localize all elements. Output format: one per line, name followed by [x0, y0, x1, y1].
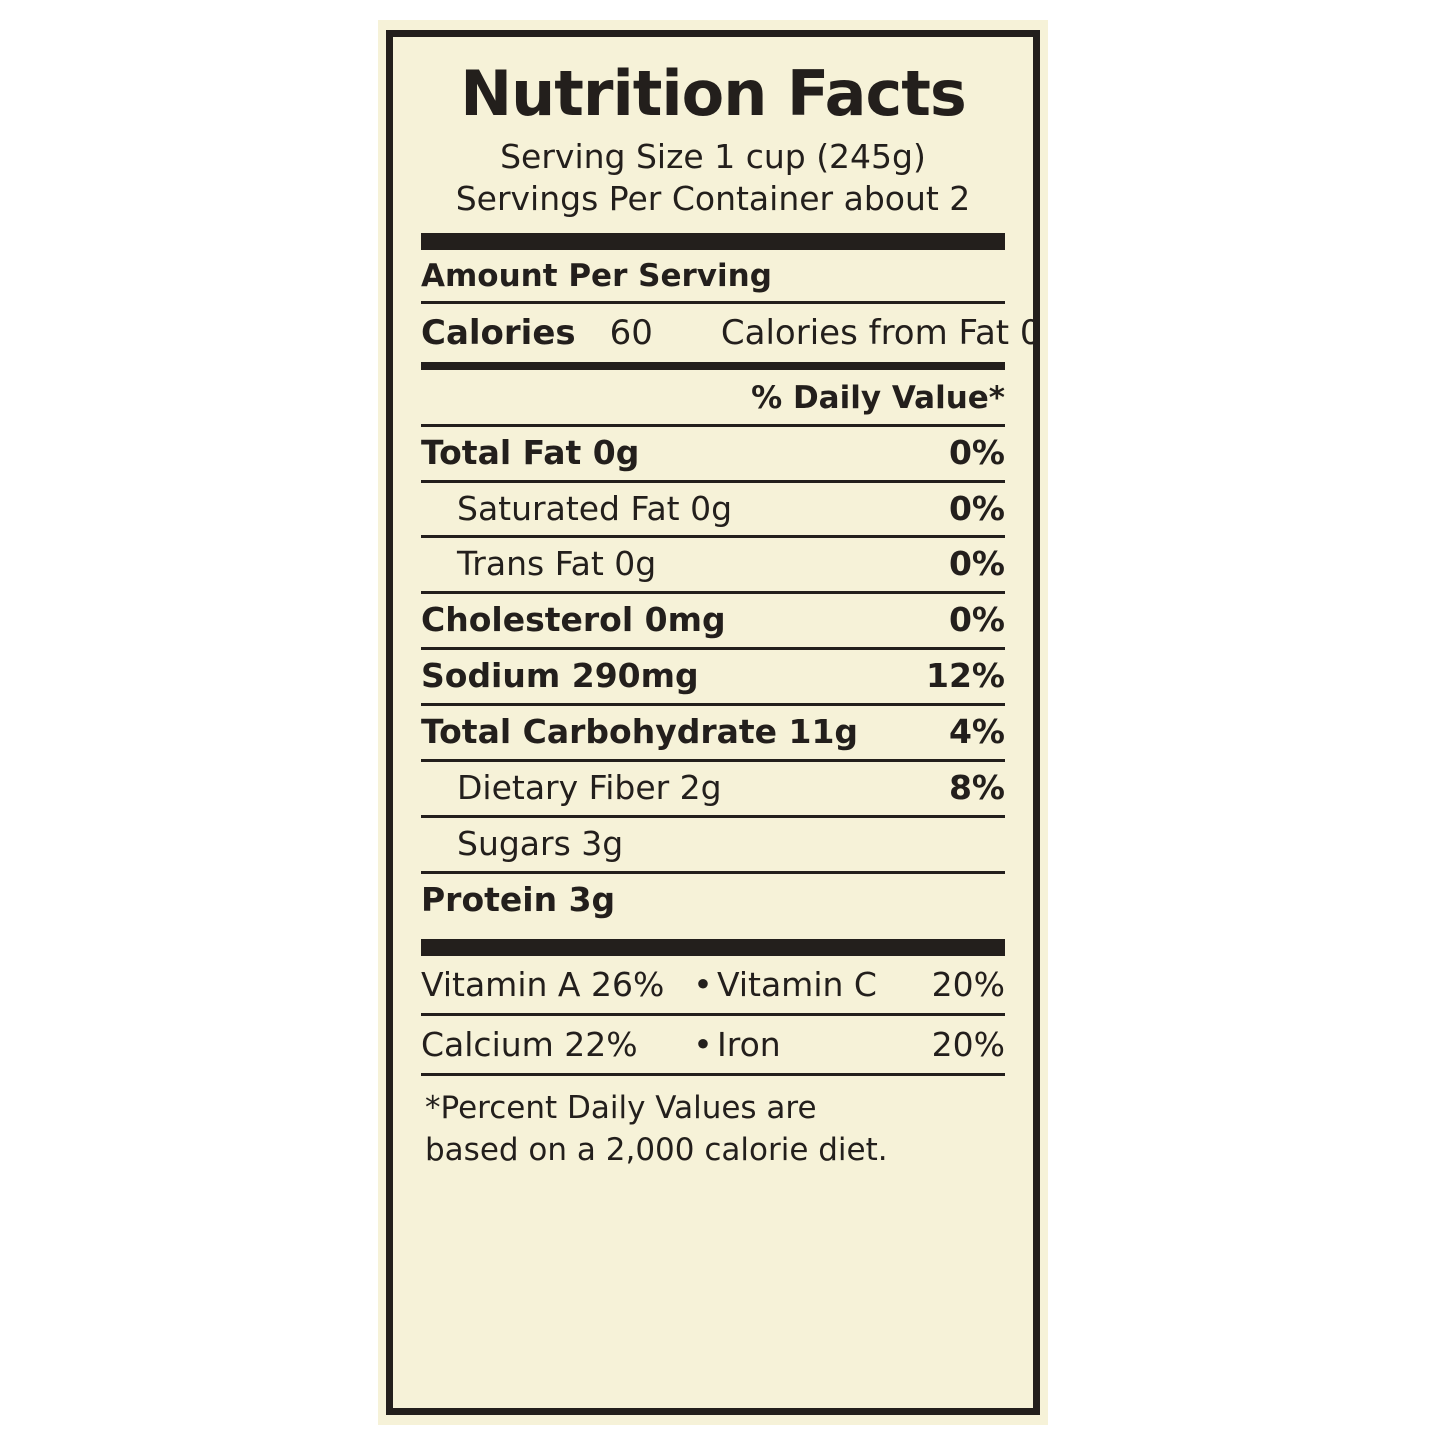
- nutrient-name: Trans Fat 0g: [457, 544, 657, 584]
- nutrition-facts-label: [386, 30, 1040, 1415]
- nutrient-name: Protein 3g: [421, 880, 616, 920]
- nutrient-name: Saturated Fat 0g: [457, 488, 733, 528]
- nutrient-dv: 8%: [948, 768, 1005, 808]
- divider-thick-bottom: [421, 939, 1005, 956]
- nutrient-dv: 0%: [948, 544, 1005, 584]
- calories-from-fat: Calories from Fat 0: [720, 312, 1042, 353]
- nutrient-row-saturated-fat: [421, 483, 1005, 536]
- nutrient-name: Total Fat 0g: [421, 432, 640, 472]
- nutrient-name: Sugars 3g: [457, 824, 624, 864]
- footnote-line-1: *Percent Daily Values are: [425, 1090, 817, 1126]
- vitamin-c-label: Vitamin C: [717, 965, 877, 1004]
- iron-label: Iron: [717, 1025, 781, 1064]
- nutrient-row-trans-fat: [421, 538, 1005, 591]
- servings-per-container-text: Servings Per Container about 2: [455, 179, 971, 219]
- serving-size-text: Serving Size 1 cup (245g): [500, 137, 926, 177]
- divider-thick-top: [421, 233, 1005, 250]
- nutrient-dv: 12%: [926, 656, 1005, 696]
- calories-row: [421, 304, 1042, 362]
- bullet-separator-icon: •: [693, 965, 713, 1004]
- nutrient-dv: 4%: [948, 712, 1005, 752]
- page-title: Nutrition Facts: [460, 57, 966, 130]
- nutrient-dv: 0%: [948, 488, 1005, 528]
- nutrient-row-total-carbohydrate: [421, 706, 1005, 759]
- nutrient-row-cholesterol: [421, 594, 1005, 647]
- nutrient-dv: 0%: [948, 432, 1005, 472]
- vitamin-c-value: 20%: [931, 965, 1005, 1004]
- amount-per-serving-heading: Amount Per Serving: [421, 257, 772, 294]
- calories-label: Calories: [421, 312, 576, 353]
- vitamin-row-calcium-iron: [421, 1016, 1005, 1073]
- iron-value: 20%: [931, 1025, 1005, 1064]
- nutrient-name: Dietary Fiber 2g: [457, 768, 722, 808]
- vitamin-a-value: Vitamin A 26%: [421, 965, 665, 1004]
- nutrient-row-sodium: [421, 650, 1005, 703]
- nutrient-name: Total Carbohydrate 11g: [421, 712, 859, 752]
- nutrient-name: Cholesterol 0mg: [421, 600, 726, 640]
- bullet-separator-icon: •: [693, 1025, 713, 1064]
- divider-medium-1: [421, 362, 1005, 370]
- vitamin-row-a-c: [421, 956, 1005, 1013]
- nutrient-dv: 0%: [948, 600, 1005, 640]
- nutrient-row-protein: [421, 874, 1005, 927]
- nutrient-row-dietary-fiber: [421, 762, 1005, 815]
- nutrient-row-sugars: [421, 818, 1005, 871]
- nutrient-name: Sodium 290mg: [421, 656, 699, 696]
- nutrient-row-total-fat: [421, 427, 1005, 480]
- calcium-value: Calcium 22%: [421, 1025, 638, 1064]
- calories-value: 60: [609, 312, 653, 353]
- daily-value-header: % Daily Value*: [751, 379, 1005, 416]
- footnote-line-2: based on a 2,000 calorie diet.: [425, 1132, 888, 1169]
